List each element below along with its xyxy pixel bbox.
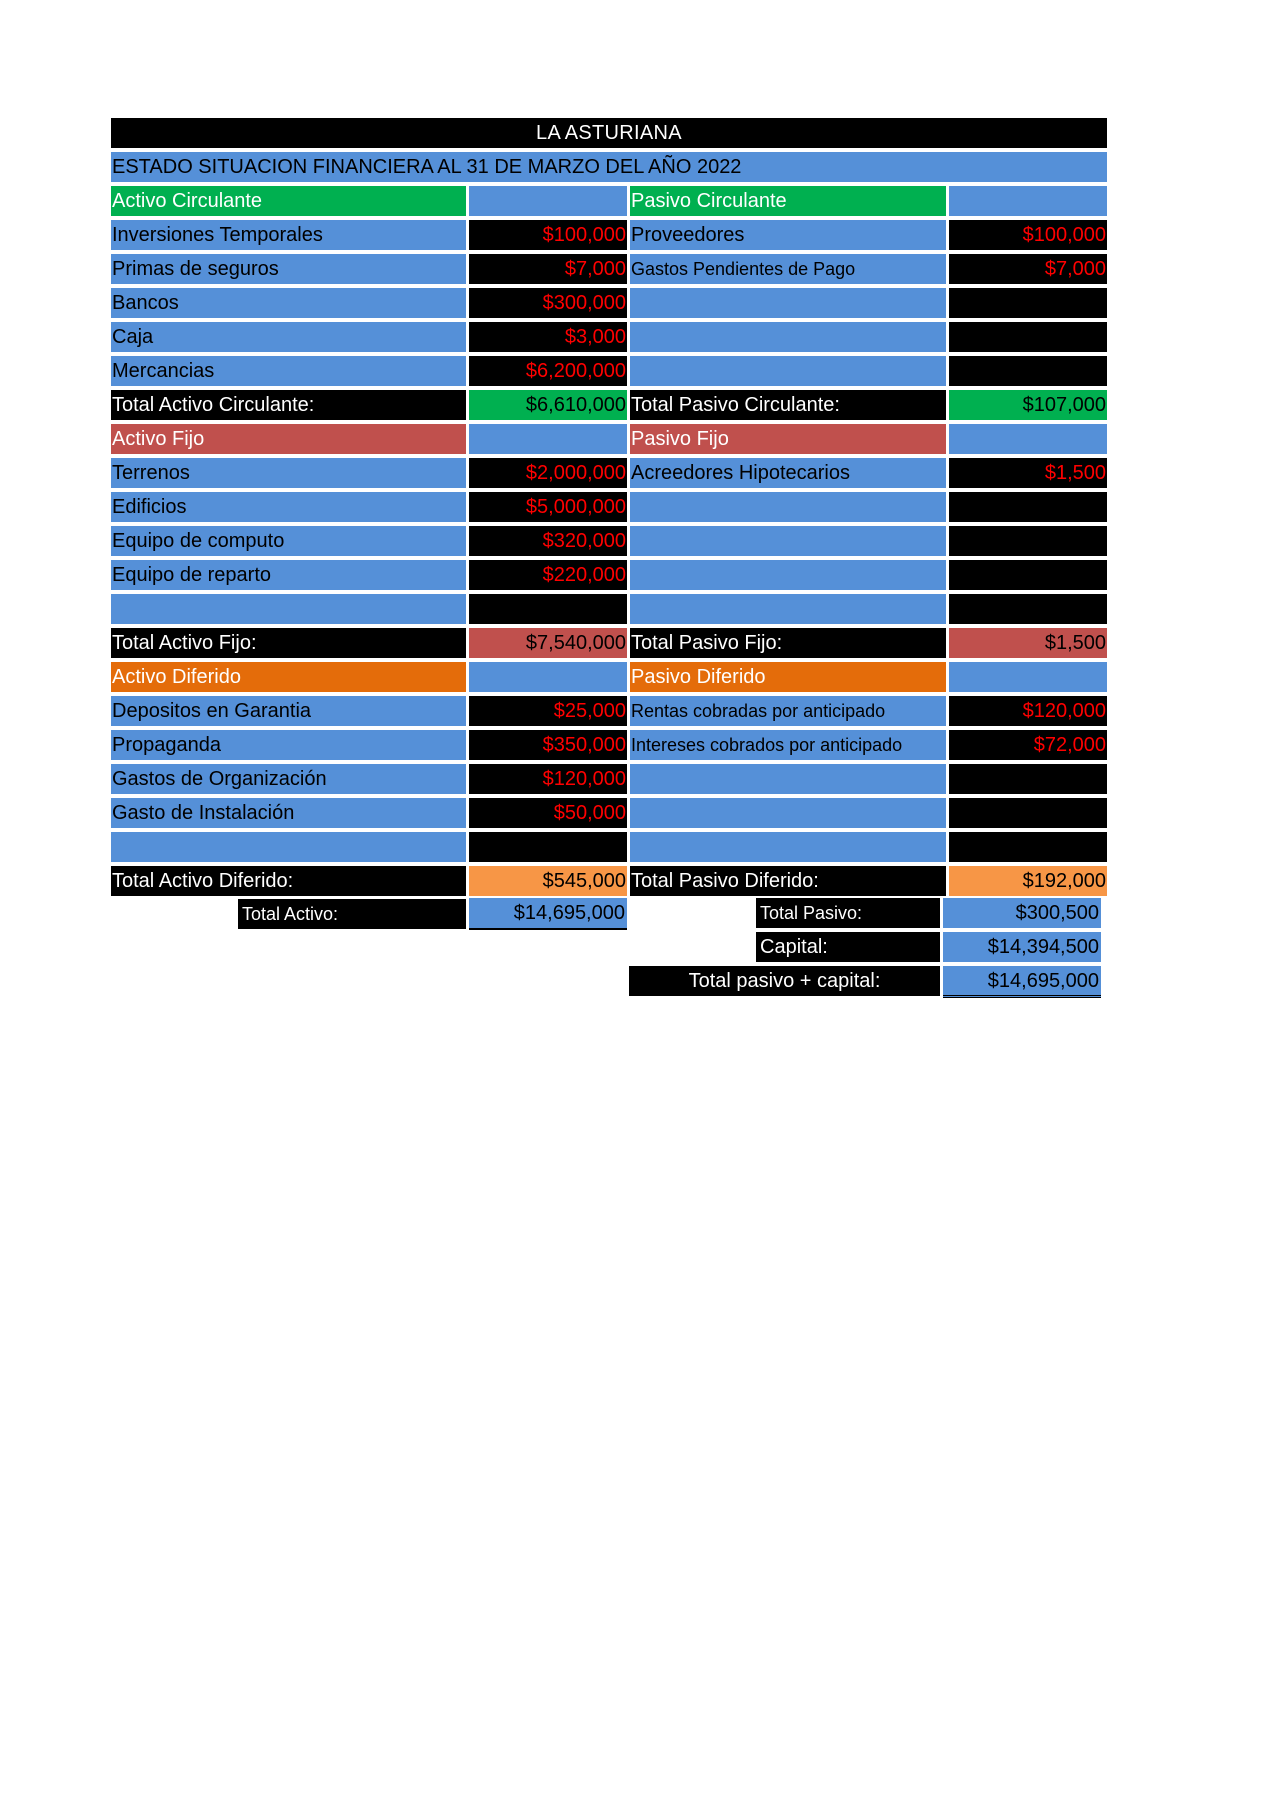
account-value: $7,000	[949, 254, 1107, 284]
empty-cell	[111, 594, 466, 624]
total-activo-amount: $14,695,000	[513, 902, 625, 924]
total-pasivo-label: Total Pasivo:	[756, 898, 940, 928]
empty-cell	[949, 288, 1107, 318]
account-value: $300,000	[469, 288, 627, 318]
total-pasivo-value: $300,500	[943, 898, 1101, 928]
account-label: Primas de seguros	[111, 254, 466, 284]
account-value: $120,000	[469, 764, 627, 794]
account-value: $100,000	[469, 220, 627, 250]
account-label: Gastos de Organización	[111, 764, 466, 794]
account-value: $100,000	[949, 220, 1107, 250]
total-pasivo-capital-value: $14,695,000	[943, 966, 1101, 998]
account-value: $25,000	[469, 696, 627, 726]
account-value: $320,000	[469, 526, 627, 556]
underline	[469, 928, 627, 930]
header-cell-blank	[469, 186, 627, 216]
empty-cell	[949, 764, 1107, 794]
capital-label: Capital:	[756, 932, 940, 962]
header-pasivo-circulante: Pasivo Circulante	[630, 186, 946, 216]
header-cell-blank	[949, 424, 1107, 454]
empty-cell	[949, 832, 1107, 862]
empty-cell	[630, 832, 946, 862]
header-cell-blank	[469, 424, 627, 454]
empty-cell	[469, 832, 627, 862]
empty-cell	[949, 560, 1107, 590]
account-label: Bancos	[111, 288, 466, 318]
statement-subtitle: ESTADO SITUACION FINANCIERA AL 31 DE MARZO DEL AÑO 2022	[111, 152, 1107, 182]
total-pasivo-capital-label: Total pasivo + capital:	[629, 966, 940, 996]
header-activo-fijo: Activo Fijo	[111, 424, 466, 454]
header-cell-blank	[949, 186, 1107, 216]
header-cell-blank	[949, 662, 1107, 692]
empty-cell	[111, 832, 466, 862]
total-label: Total Pasivo Fijo:	[630, 628, 946, 658]
account-value: $3,000	[469, 322, 627, 352]
account-label: Edificios	[111, 492, 466, 522]
account-label: Mercancias	[111, 356, 466, 386]
total-label: Total Pasivo Circulante:	[630, 390, 946, 420]
empty-cell	[630, 526, 946, 556]
balance-sheet	[111, 118, 1107, 1006]
summary-block	[111, 896, 1107, 1006]
total-value: $1,500	[949, 628, 1107, 658]
total-value: $6,610,000	[469, 390, 627, 420]
account-value: $220,000	[469, 560, 627, 590]
header-pasivo-diferido: Pasivo Diferido	[630, 662, 946, 692]
account-value: $72,000	[949, 730, 1107, 760]
empty-cell	[630, 798, 946, 828]
empty-cell	[949, 526, 1107, 556]
account-label: Rentas cobradas por anticipado	[630, 696, 946, 726]
account-label: Acreedores Hipotecarios	[630, 458, 946, 488]
empty-cell	[949, 594, 1107, 624]
account-value: $2,000,000	[469, 458, 627, 488]
account-label: Propaganda	[111, 730, 466, 760]
total-activo-value	[469, 898, 627, 928]
empty-cell	[630, 322, 946, 352]
company-title: LA ASTURIANA	[111, 118, 1107, 148]
account-label: Intereses cobrados por anticipado	[630, 730, 946, 760]
empty-cell	[630, 560, 946, 590]
account-label: Terrenos	[111, 458, 466, 488]
account-value: $350,000	[469, 730, 627, 760]
total-label: Total Activo Fijo:	[111, 628, 466, 658]
header-activo-diferido: Activo Diferido	[111, 662, 466, 692]
empty-cell	[630, 492, 946, 522]
account-label: Gasto de Instalación	[111, 798, 466, 828]
account-label: Caja	[111, 322, 466, 352]
empty-cell	[949, 322, 1107, 352]
empty-cell	[630, 356, 946, 386]
empty-cell	[469, 594, 627, 624]
account-label: Depositos en Garantia	[111, 696, 466, 726]
account-label: Proveedores	[630, 220, 946, 250]
total-value: $7,540,000	[469, 628, 627, 658]
total-value: $192,000	[949, 866, 1107, 896]
total-label: Total Pasivo Diferido:	[630, 866, 946, 896]
account-value: $5,000,000	[469, 492, 627, 522]
header-cell-blank	[469, 662, 627, 692]
account-label: Gastos Pendientes de Pago	[630, 254, 946, 284]
total-label: Total Activo Diferido:	[111, 866, 466, 896]
account-value: $50,000	[469, 798, 627, 828]
account-value: $6,200,000	[469, 356, 627, 386]
total-value: $107,000	[949, 390, 1107, 420]
empty-cell	[630, 594, 946, 624]
header-pasivo-fijo: Pasivo Fijo	[630, 424, 946, 454]
account-label: Inversiones Temporales	[111, 220, 466, 250]
account-value: $7,000	[469, 254, 627, 284]
total-value: $545,000	[469, 866, 627, 896]
total-label: Total Activo Circulante:	[111, 390, 466, 420]
empty-cell	[630, 764, 946, 794]
header-activo-circulante: Activo Circulante	[111, 186, 466, 216]
empty-cell	[949, 356, 1107, 386]
balance-grid	[111, 186, 1107, 896]
total-activo-label: Total Activo:	[238, 899, 466, 929]
empty-cell	[949, 492, 1107, 522]
account-label: Equipo de reparto	[111, 560, 466, 590]
account-value: $120,000	[949, 696, 1107, 726]
account-value: $1,500	[949, 458, 1107, 488]
empty-cell	[630, 288, 946, 318]
empty-cell	[949, 798, 1107, 828]
capital-value: $14,394,500	[943, 932, 1101, 962]
account-label: Equipo de computo	[111, 526, 466, 556]
